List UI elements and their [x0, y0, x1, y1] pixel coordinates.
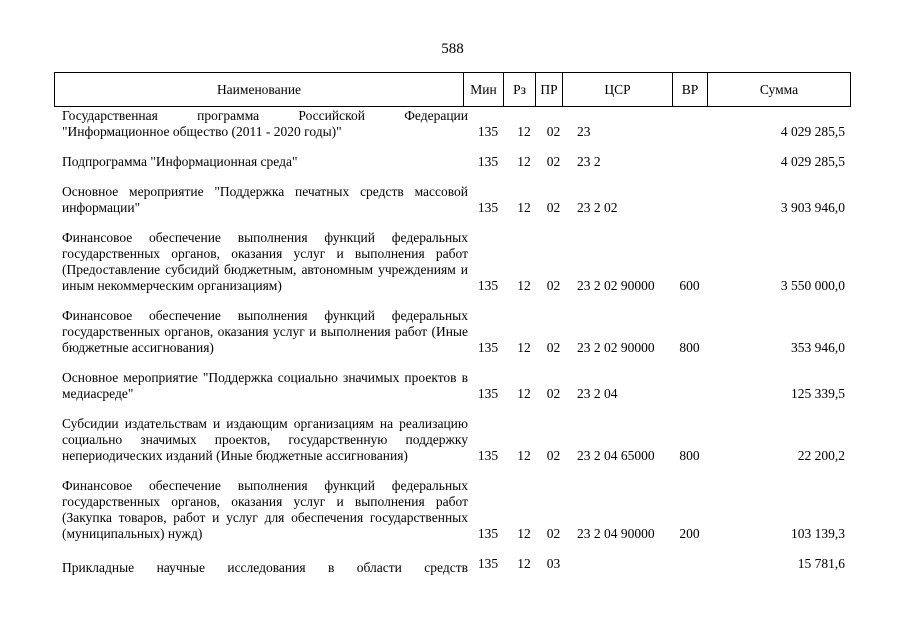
header-sum: Сумма — [708, 73, 851, 107]
table-row — [54, 556, 850, 590]
row-min: 135 — [477, 556, 499, 571]
row-pr: 02 — [546, 278, 561, 293]
row-csr: 23 2 04 — [577, 386, 618, 401]
row-pr: 02 — [546, 340, 561, 355]
header-rz: Рз — [504, 73, 536, 107]
table-row — [54, 308, 850, 370]
row-rz: 12 — [517, 154, 531, 169]
row-vr: 200 — [679, 526, 700, 541]
row-sum: 125 339,5 — [791, 386, 845, 401]
row-pr: 02 — [546, 448, 561, 463]
row-name: Основное мероприятие "Поддержка социально значимых проектов в медиасреде" — [62, 370, 468, 401]
table-row — [54, 230, 850, 308]
row-pr: 02 — [546, 200, 561, 215]
table-row — [54, 108, 850, 154]
row-rz: 12 — [517, 386, 531, 401]
table-row — [54, 478, 850, 556]
row-pr: 02 — [546, 124, 561, 139]
row-name: Финансовое обеспечение выполнения функций федеральных государственных органов, оказания услуг и выполнения работ (Предоставление субсидий бюджетным, автономным учреждениям и иным некоммерческим организациям) — [62, 230, 468, 293]
row-sum: 3 550 000,0 — [780, 278, 845, 293]
row-csr: 23 2 02 90000 — [577, 340, 655, 355]
row-pr: 02 — [546, 154, 561, 169]
row-pr: 02 — [546, 386, 561, 401]
row-pr: 02 — [546, 526, 561, 541]
row-min: 135 — [477, 386, 499, 401]
row-csr: 23 2 02 90000 — [577, 278, 655, 293]
row-min: 135 — [477, 154, 499, 169]
row-rz: 12 — [517, 340, 531, 355]
table-body — [54, 108, 850, 590]
row-name: Финансовое обеспечение выполнения функций федеральных государственных органов, оказания услуг и выполнения работ (Иные бюджетные ассигнования) — [62, 308, 468, 355]
row-min: 135 — [477, 340, 499, 355]
row-sum: 4 029 285,5 — [780, 154, 845, 169]
header-vr: ВР — [673, 73, 708, 107]
row-rz: 12 — [517, 200, 531, 215]
row-pr: 03 — [546, 556, 561, 571]
row-min: 135 — [477, 200, 499, 215]
row-min: 135 — [477, 278, 499, 293]
row-sum: 4 029 285,5 — [780, 124, 845, 139]
row-name: Основное мероприятие "Поддержка печатных средств массовой информации" — [62, 184, 468, 215]
row-sum: 103 139,3 — [791, 526, 845, 541]
table-row — [54, 154, 850, 184]
table-header — [54, 72, 851, 107]
row-rz: 12 — [517, 526, 531, 541]
header-csr: ЦСР — [563, 73, 673, 107]
row-min: 135 — [477, 448, 499, 463]
table-row — [54, 416, 850, 478]
row-rz: 12 — [517, 448, 531, 463]
row-min: 135 — [477, 124, 499, 139]
header-min: Мин — [464, 73, 504, 107]
header-pr: ПР — [536, 73, 563, 107]
row-vr: 800 — [679, 448, 700, 463]
row-csr: 23 — [577, 124, 591, 139]
row-csr: 23 2 04 65000 — [577, 448, 655, 463]
row-min: 135 — [477, 526, 499, 541]
row-name: Подпрограмма "Информационная среда" — [62, 154, 298, 169]
row-vr: 800 — [679, 340, 700, 355]
row-csr: 23 2 04 90000 — [577, 526, 655, 541]
row-sum: 22 200,2 — [797, 448, 845, 463]
row-vr: 600 — [679, 278, 700, 293]
row-sum: 15 781,6 — [797, 556, 845, 571]
row-name: Финансовое обеспечение выполнения функций федеральных государственных органов, оказания услуг и выполнения работ (Закупка товаров, работ и услуг для обеспечения государственных (муниципальных) нужд) — [62, 478, 468, 541]
row-csr: 23 2 — [577, 154, 601, 169]
row-name: Государственная программа Российской Федерации "Информационное общество (2011 - 2020 годы)" — [62, 108, 468, 139]
header-name: Наименование — [55, 73, 464, 107]
table-row — [54, 370, 850, 416]
row-rz: 12 — [517, 124, 531, 139]
row-csr: 23 2 02 — [577, 200, 618, 215]
row-sum: 353 946,0 — [791, 340, 845, 355]
row-name: Субсидии издательствам и издающим организациям на реализацию социально значимых проектов, государственную поддержку непериодических изданий (Иные бюджетные ассигнования) — [62, 416, 468, 463]
row-sum: 3 903 946,0 — [780, 200, 845, 215]
row-name: Прикладные научные исследования в области средств — [62, 560, 468, 575]
row-rz: 12 — [517, 556, 531, 571]
row-rz: 12 — [517, 278, 531, 293]
page-number: 588 — [441, 41, 464, 57]
table-row — [54, 184, 850, 230]
